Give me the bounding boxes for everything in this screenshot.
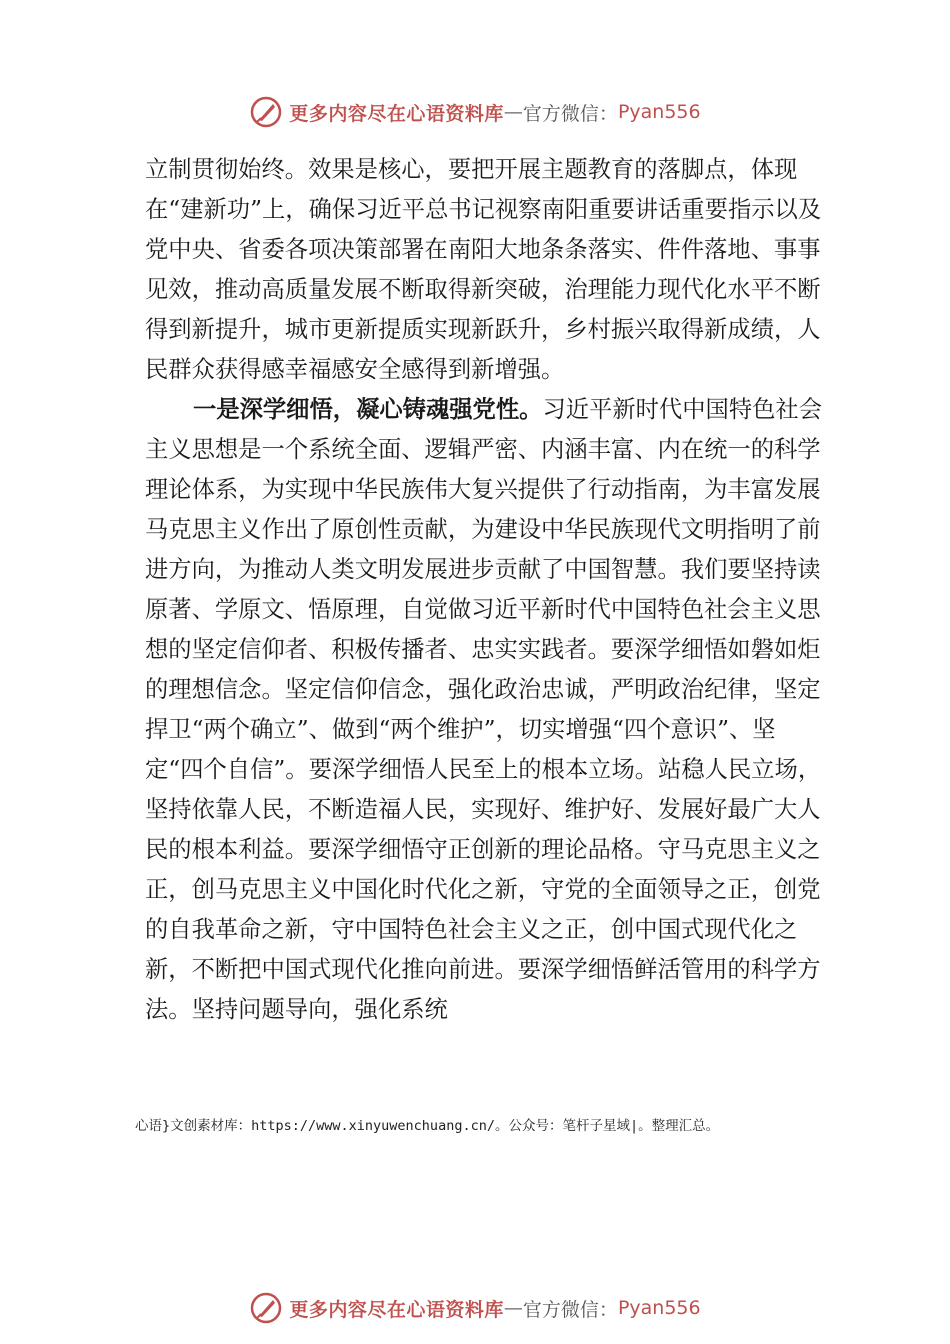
- document-body: [145, 150, 825, 1030]
- banner-wechat-id: Pyan556: [617, 1297, 701, 1319]
- banner-wechat-label: 官方微信：: [522, 1298, 618, 1321]
- paragraph-2-text: 习近平新时代中国特色社会主义思想是一个系统全面、逻辑严密、内涵丰富、内在统一的科学理论体系，为实现中华民族伟大复兴提供了行动指南，为丰富发展马克思主义作出了原创性贡献，为建设中华民族现代文明指明了前进方向，为推动人类文明发展进步贡献了中国智慧。我们要坚持读原著、学原文、悟原理，自觉做习近平新时代中国特色社会主义思想的坚定信仰者、积极传播者、忠实实践者。要深学细悟如磐如炬的理想信念。坚定信仰信念，强化政治忠诚，严明政治纪律，坚定捍卫“两个确立”、做到“两个维护”，切实增强“四个意识”、坚定“四个自信”。要深学细悟人民至上的根本立场。站稳人民立场，坚持依靠人民，不断造福人民，实现好、维护好、发展好最广大人民的根本利益。要深学细悟守正创新的理论品格。守马克思主义之正，创马克思主义中国化时代化之新，守党的全面领导之正，创党的自我革命之新，守中国特色社会主义之正，创中国式现代化之新，不断把中国式现代化推向前进。要深学细悟鲜活管用的科学方法。坚持问题导向，强化系统: [145, 396, 823, 1023]
- source-footnote: 心语}文创素材库：https://www.xinyuwenchuang.cn/。公众号：笔杆子星域|。整理汇总。: [135, 1118, 720, 1134]
- paragraph-1: [145, 150, 825, 390]
- header-banner: [0, 92, 950, 132]
- footer-banner: [0, 1288, 950, 1328]
- paragraph-1-text: 立制贯彻始终。效果是核心，要把开展主题教育的落脚点，体现在“建新功”上，确保习近平总书记视察南阳重要讲话重要指示以及党中央、省委各项决策部署在南阳大地条条落实、件件落地、事事见效，推动高质量发展不断取得新突破，治理能力现代化水平不断得到新提升，城市更新提质实现新跃升，乡村振兴取得新成绩，人民群众获得感幸福感安全感得到新增强。: [145, 156, 822, 383]
- banner-separator: —: [503, 1297, 523, 1319]
- quill-pen-logo-icon: [249, 1291, 283, 1325]
- paragraph-2: [145, 390, 825, 1030]
- banner-wechat-label: 官方微信：: [522, 102, 618, 125]
- banner-separator: —: [503, 101, 523, 123]
- banner-wechat-id: Pyan556: [617, 101, 701, 123]
- banner-brand-text: 更多内容尽在心语资料库: [289, 102, 504, 125]
- paragraph-2-heading: 一是深学细悟，凝心铸魂强党性。: [193, 396, 543, 423]
- banner-brand-text: 更多内容尽在心语资料库: [289, 1298, 504, 1321]
- quill-pen-logo-icon: [249, 95, 283, 129]
